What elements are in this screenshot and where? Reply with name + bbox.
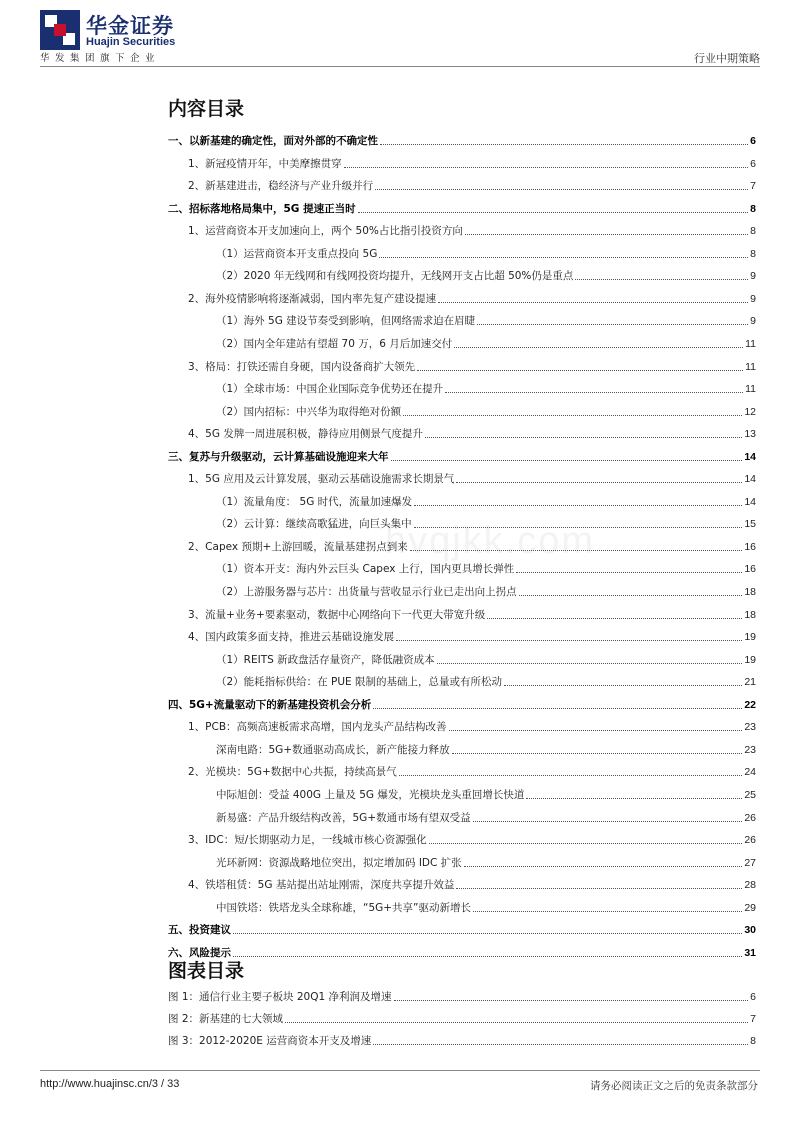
toc-entry-title: 中国铁塔：铁塔龙头全球称雄，“5G+共享”驱动新增长 bbox=[216, 901, 471, 914]
toc-entry[interactable] bbox=[168, 988, 756, 1004]
toc-leader-dots bbox=[403, 415, 742, 416]
toc-entry-title: 中际旭创：受益 400G 上量及 5G 爆发，光模块龙头重回增长快道 bbox=[216, 788, 525, 801]
toc-entry[interactable] bbox=[188, 628, 756, 644]
toc-entry[interactable] bbox=[188, 425, 756, 441]
toc-entry[interactable] bbox=[216, 515, 756, 531]
toc-entry[interactable] bbox=[188, 831, 756, 847]
toc-entry[interactable] bbox=[216, 245, 756, 261]
toc-leader-dots bbox=[437, 663, 743, 664]
toc-leader-dots bbox=[452, 753, 743, 754]
toc-entry-page: 18 bbox=[744, 608, 756, 621]
toc-entry-page: 9 bbox=[750, 315, 756, 328]
toc-entry-title: 一、以新基建的确定性，面对外部的不确定性 bbox=[168, 135, 378, 147]
toc-entry-page: 14 bbox=[744, 495, 756, 508]
toc-leader-dots bbox=[394, 1000, 749, 1001]
toc-leader-dots bbox=[285, 1022, 748, 1023]
toc-leader-dots bbox=[425, 437, 742, 438]
watermark: hvqjkk.com bbox=[385, 520, 596, 562]
toc-leader-dots bbox=[465, 234, 748, 235]
footer-disclaimer: 请务必阅读正文之后的免责条款部分 bbox=[590, 1080, 758, 1092]
toc-entry-title: 新易盛：产品升级结构改善，5G+数通市场有望双受益 bbox=[216, 811, 471, 824]
toc-entry-page: 12 bbox=[744, 405, 756, 418]
toc-entry[interactable] bbox=[216, 899, 756, 915]
toc-leader-dots bbox=[373, 708, 742, 709]
toc-entry[interactable] bbox=[188, 876, 756, 892]
toc-entry[interactable] bbox=[188, 538, 756, 554]
footer-divider bbox=[40, 1070, 760, 1071]
toc-entry-page: 22 bbox=[744, 698, 756, 711]
toc-leader-dots bbox=[454, 347, 743, 348]
toc-entry-page: 26 bbox=[744, 811, 756, 824]
toc-entry-page: 23 bbox=[744, 743, 756, 756]
toc-entry[interactable] bbox=[188, 222, 756, 238]
toc-entry-title: （1）流量角度： 5G 时代，流量加速爆发 bbox=[216, 495, 413, 508]
toc-entry[interactable] bbox=[168, 1010, 756, 1026]
toc-entry-title: 3、流量+业务+要素驱动，数据中心网络向下一代更大带宽升级 bbox=[188, 608, 486, 621]
toc-leader-dots bbox=[233, 956, 742, 957]
toc-entry-title: 图 1：通信行业主要子板块 20Q1 净利润及增速 bbox=[168, 991, 392, 1003]
toc-entry-page: 25 bbox=[744, 788, 756, 801]
toc-leader-dots bbox=[473, 821, 743, 822]
toc-leader-dots bbox=[373, 1044, 748, 1045]
toc-leader-dots bbox=[456, 888, 742, 889]
toc-entry-page: 23 bbox=[744, 721, 756, 734]
toc-entry[interactable] bbox=[216, 854, 756, 870]
toc-entry[interactable] bbox=[216, 673, 756, 689]
toc-entry-title: 四、5G+流量驱动下的新基建投资机会分析 bbox=[168, 698, 372, 711]
report-type: 行业中期策略 bbox=[694, 52, 760, 65]
toc-entry[interactable] bbox=[188, 358, 756, 374]
toc-entry-title: 4、国内政策多面支持，推进云基础设施发展 bbox=[188, 631, 395, 644]
toc-leader-dots bbox=[399, 775, 743, 776]
footer-url[interactable]: http://www.huajinsc.cn/3 / 33 bbox=[40, 1078, 180, 1090]
toc-leader-dots bbox=[391, 460, 743, 461]
toc-leader-dots bbox=[396, 640, 742, 641]
toc-entry[interactable] bbox=[216, 651, 756, 667]
toc-leader-dots bbox=[233, 933, 742, 934]
toc-entry-page: 21 bbox=[744, 676, 756, 689]
toc-entry-page: 14 bbox=[744, 450, 756, 463]
toc-entry-page: 16 bbox=[744, 563, 756, 576]
toc-entry-page: 27 bbox=[744, 856, 756, 869]
toc-leader-dots bbox=[379, 257, 748, 258]
toc-entry-title: 光环新网：资源战略地位突出，拟定增加码 IDC 扩张 bbox=[216, 856, 462, 869]
toc-entry-page: 11 bbox=[745, 383, 756, 396]
toc-entry-title: 3、IDC：短/长期驱动力足，一线城市核心资源强化 bbox=[188, 834, 427, 847]
toc-leader-dots bbox=[417, 370, 743, 371]
brand-name-en: Huajin Securities bbox=[86, 36, 176, 48]
toc-leader-dots bbox=[473, 911, 742, 912]
toc-entry-title: 3、格局：打铁还需自身硬，国内设备商扩大领先 bbox=[188, 360, 416, 373]
toc-entry[interactable] bbox=[216, 809, 756, 825]
toc-entry[interactable] bbox=[188, 290, 756, 306]
toc-entry[interactable] bbox=[188, 177, 756, 193]
toc-entry-title: 深南电路：5G+数通驱动高成长，新产能接力释放 bbox=[216, 743, 450, 756]
toc-entry-page: 8 bbox=[750, 1035, 756, 1047]
toc-entry-page: 16 bbox=[744, 540, 756, 553]
toc-leader-dots bbox=[487, 618, 742, 619]
toc-entry-title: （2）国内全年建站有望超 70 万，6 月后加速交付 bbox=[216, 337, 453, 350]
toc-entry-page: 8 bbox=[750, 225, 756, 238]
toc-entry[interactable] bbox=[188, 606, 756, 622]
toc-entry[interactable] bbox=[216, 583, 756, 599]
toc-leader-dots bbox=[516, 572, 742, 573]
toc-entry-title: 2、新基建进击，稳经济与产业升级并行 bbox=[188, 180, 374, 193]
toc-entry[interactable] bbox=[168, 696, 756, 712]
toc-entry[interactable] bbox=[188, 470, 756, 486]
toc-entry-title: （1）全球市场：中国企业国际竞争优势还在提升 bbox=[216, 383, 444, 396]
toc-entry-title: 1、5G 应用及云计算发展，驱动云基础设施需求长期景气 bbox=[188, 473, 455, 486]
toc-entry-page: 6 bbox=[750, 157, 756, 170]
toc-entry-page: 28 bbox=[744, 879, 756, 892]
toc-entry-page: 19 bbox=[744, 631, 756, 644]
toc-entry[interactable] bbox=[216, 741, 756, 757]
toc-entry-title: 1、PCB：高频高速板需求高增，国内龙头产品结构改善 bbox=[188, 721, 447, 734]
toc-entry[interactable] bbox=[216, 560, 756, 576]
toc-leader-dots bbox=[575, 279, 748, 280]
toc-entry-title: （2）2020 年无线网和有线网投资均提升，无线网开支占比超 50%仍是重点 bbox=[216, 270, 574, 283]
toc-entry[interactable] bbox=[168, 448, 756, 464]
brand-tagline: 华发集团旗下企业 bbox=[40, 53, 161, 64]
toc-entry-page: 13 bbox=[744, 428, 756, 441]
toc-entry-title: 4、5G 发牌一周进展积极，静待应用侧景气度提升 bbox=[188, 428, 423, 441]
toc-leader-dots bbox=[504, 685, 742, 686]
toc-entry-page: 14 bbox=[744, 473, 756, 486]
toc-entry-page: 18 bbox=[744, 586, 756, 598]
toc-entry-page: 15 bbox=[744, 518, 756, 531]
toc-entry[interactable] bbox=[216, 267, 756, 283]
toc-leader-dots bbox=[519, 595, 743, 596]
toc-leader-dots bbox=[414, 505, 742, 506]
toc-entry-page: 7 bbox=[750, 1013, 756, 1025]
toc-entry-title: （1）资本开支：海内外云巨头 Capex 上行，国内更具增长弹性 bbox=[216, 563, 515, 576]
figures-title: 图表目录 bbox=[168, 960, 245, 982]
toc-leader-dots bbox=[449, 730, 743, 731]
toc-entry-page: 31 bbox=[744, 946, 756, 959]
toc-leader-dots bbox=[456, 482, 742, 483]
toc-entry[interactable] bbox=[216, 380, 756, 396]
toc-leader-dots bbox=[414, 527, 743, 528]
toc-entry-page: 7 bbox=[750, 180, 756, 193]
toc-entry[interactable] bbox=[168, 132, 756, 148]
toc-entry-page: 6 bbox=[750, 991, 756, 1003]
toc-entry-title: （2）上游服务器与芯片：出货量与营收显示行业已走出向上拐点 bbox=[216, 586, 517, 598]
contents-title: 内容目录 bbox=[168, 98, 245, 120]
toc-entry[interactable] bbox=[168, 944, 756, 960]
toc-entry[interactable] bbox=[188, 718, 756, 734]
toc-entry-title: （1）运营商资本开支重点投向 5G bbox=[216, 247, 378, 260]
toc-entry-title: 2、Capex 预期+上游回暖，流量基建拐点到来 bbox=[188, 540, 408, 553]
page-header bbox=[40, 8, 760, 68]
toc-entry[interactable] bbox=[188, 763, 756, 779]
toc-leader-dots bbox=[445, 392, 743, 393]
toc-entry-page: 8 bbox=[750, 247, 756, 260]
toc-entry[interactable] bbox=[216, 312, 756, 328]
toc-entry-title: 二、招标落地格局集中，5G 提速正当时 bbox=[168, 202, 356, 215]
toc-leader-dots bbox=[344, 167, 748, 168]
toc-entry-title: （1）海外 5G 建设节奏受到影响，但网络需求迫在眉睫 bbox=[216, 315, 476, 328]
toc-leader-dots bbox=[526, 798, 742, 799]
toc-entry[interactable] bbox=[216, 786, 756, 802]
toc-entry-title: （2）国内招标：中兴华为取得绝对份额 bbox=[216, 405, 402, 418]
toc-entry-title: 1、新冠疫情开年，中美摩擦贯穿 bbox=[188, 157, 342, 170]
huajin-logo-icon bbox=[40, 10, 80, 50]
toc-entry-page: 19 bbox=[744, 653, 756, 666]
toc-entry-page: 8 bbox=[750, 202, 756, 215]
toc-entry-page: 11 bbox=[745, 360, 756, 373]
toc-entry-title: （2）云计算：继续高歌猛进，向巨头集中 bbox=[216, 518, 412, 531]
toc-entry-title: 图 2：新基建的七大领域 bbox=[168, 1013, 284, 1025]
toc-entry-title: 六、风险提示 bbox=[168, 946, 231, 959]
toc-entry-page: 29 bbox=[744, 901, 756, 914]
toc-entry-title: 1、运营商资本开支加速向上，两个 50%占比指引投资方向 bbox=[188, 225, 463, 238]
toc-entry-title: 4、铁塔租赁：5G 基站提出站址刚需，深度共享提升效益 bbox=[188, 879, 455, 892]
toc-entry-title: 图 3：2012-2020E 运营商资本开支及增速 bbox=[168, 1035, 372, 1047]
header-divider bbox=[40, 66, 760, 67]
toc-entry-page: 11 bbox=[745, 337, 756, 350]
toc-entry-page: 9 bbox=[750, 270, 756, 283]
toc-entry-title: （1）REITS 新政盘活存量资产，降低融资成本 bbox=[216, 653, 435, 666]
toc-entry-page: 26 bbox=[744, 834, 756, 847]
toc-entry-title: 五、投资建议 bbox=[168, 924, 231, 937]
toc-entry[interactable] bbox=[168, 200, 756, 216]
toc-entry-title: （2）能耗指标供给：在 PUE 限制的基础上，总量或有所松动 bbox=[216, 676, 503, 689]
toc-leader-dots bbox=[464, 866, 743, 867]
toc-entry-page: 6 bbox=[750, 135, 756, 147]
toc-entry[interactable] bbox=[216, 403, 756, 419]
toc-entry-page: 24 bbox=[744, 766, 756, 779]
toc-leader-dots bbox=[380, 144, 748, 145]
toc-entry-page: 30 bbox=[744, 924, 756, 937]
toc-entry-title: 三、复苏与升级驱动，云计算基础设施迎来大年 bbox=[168, 450, 389, 463]
toc-leader-dots bbox=[410, 550, 743, 551]
brand-name-cn: 华金证券 bbox=[86, 14, 174, 38]
toc-entry[interactable] bbox=[188, 155, 756, 171]
toc-entry-title: 2、光模块：5G+数据中心共振，持续高景气 bbox=[188, 766, 397, 779]
toc-leader-dots bbox=[358, 212, 749, 213]
toc-entry-title: 2、海外疫情影响将逐渐减弱，国内率先复产建设提速 bbox=[188, 292, 437, 305]
toc-leader-dots bbox=[375, 189, 748, 190]
toc-leader-dots bbox=[438, 302, 748, 303]
toc-leader-dots bbox=[477, 324, 748, 325]
toc-entry[interactable] bbox=[168, 1032, 756, 1048]
toc-entry-page: 9 bbox=[750, 292, 756, 305]
toc-entry[interactable] bbox=[168, 921, 756, 937]
toc-leader-dots bbox=[429, 843, 743, 844]
toc-entry[interactable] bbox=[216, 335, 756, 351]
toc-entry[interactable] bbox=[216, 493, 756, 509]
